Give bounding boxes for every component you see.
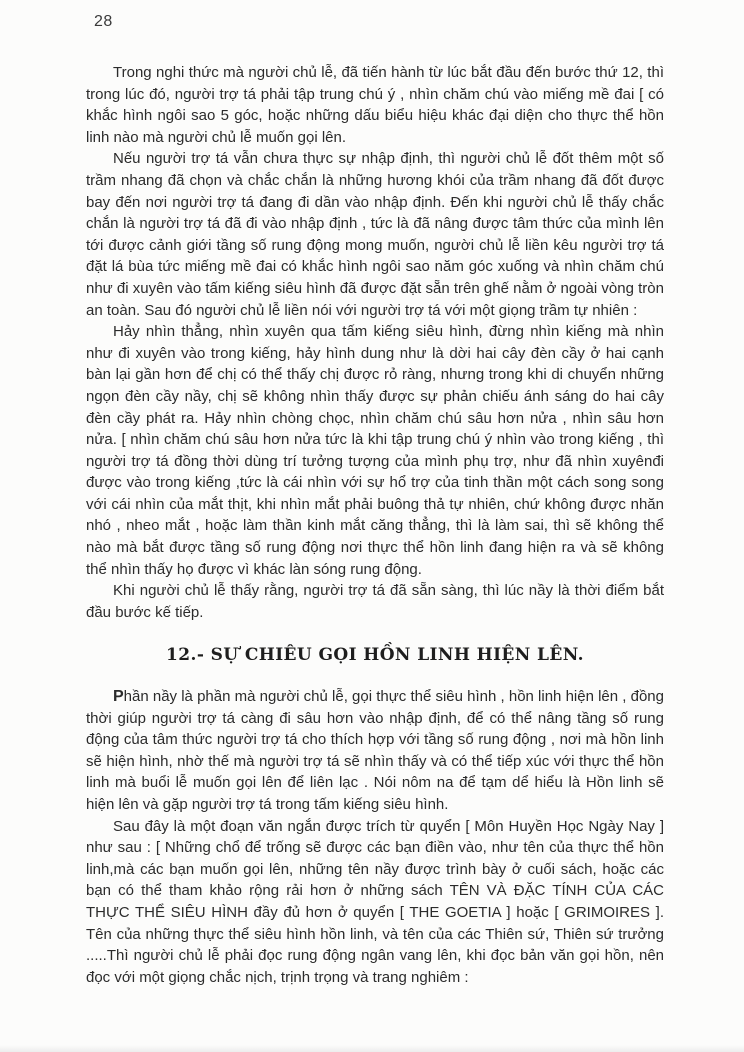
paragraph-ready-next-step: Khi người chủ lễ thấy rằng, người trợ tá đã sẵn sàng, thì lúc nầy là thời điểm bắt đầu bước kế tiếp.: [86, 582, 664, 621]
paragraph-ritual-step12: Trong nghi thức mà người chủ lễ, đã tiến hành từ lúc bắt đầu đến bước thứ 12, thì trong lúc đó, người trợ tá phải tập trung chú ý , nhìn chăm chú vào miếng mề đai [ có khắc hình ngôi sao 5 góc, hoặc những dấu biểu hiệu khác đại diện cho thực thể hồn linh nào mà người chủ lễ muốn gọi lên.: [86, 64, 664, 146]
text-block: [86, 62, 664, 988]
paragraph-mirror-gazing-instructions: Hảy nhìn thẳng, nhìn xuyên qua tấm kiếng siêu hình, đừng nhìn kiếng mà nhìn như đi xuyên vào trong kiếng, hảy hình dung như là dời hai cây đèn cầy ở hai cạnh bàn lại gần hơn để chị có thể thấy chị được rỏ ràng, nhưng trong khi di chuyển những ngọn đèn cầy nầy, chị sẽ không nhìn thấy được sự phản chiếu ánh sáng do hai cây đèn cầy phát ra. Hảy nhìn chòng chọc, nhìn chăm chú sâu hơn nửa , nhìn sâu hơn nửa. [ nhìn chăm chú sâu hơn nửa tức là khi tập trung chú ý nhìn vào trong kiếng , thì người trợ tá đồng thời dùng trí tưởng tượng của mình phụ trợ, như đã nhìn xuyênđi được vào trong kiếng ,tức là cái nhìn với sự hổ trợ của tinh thần một cách song song với cái nhìn của mắt thịt, khi nhìn mắt phải buông thả tự nhiên, chứ không được nhăn nhó , nheo mắt , hoặc làm thần kinh mắt căng thẳng, thì là làm sai, thì sẽ không thể nào mà bắt được tầng số rung động nơi thực thể hồn linh đang hiện ra và sẽ không thể nhìn thấy họ được vì khác làn sóng rung động.: [86, 323, 664, 578]
lead-capital: P: [113, 688, 124, 706]
scan-edge-shadow: [0, 1045, 744, 1052]
paragraph-summoning-purpose-text: hần nầy là phần mà người chủ lễ, gọi thực thể siêu hình , hồn linh hiện lên , đồng thời giúp người trợ tá càng đi sâu hơn vào nhập định, để có thể nâng tầng số rung động của tâm thức người trợ tá cho thích hợp với tầng số rung động , nơi mà hồn linh sẽ hiện hình, nhờ thế mà người trợ tá sẽ nhìn thấy và có thể tiếp xúc với thực thể hồn linh mà buổi lễ muốn gọi lên để liên lạc . Nói nôm na để tạm dể hiểu là Hồn linh sẽ hiện lên và gặp người trợ tá trong tấm kiếng siêu hình.: [86, 688, 664, 813]
paragraph-summoning-purpose: [86, 686, 664, 816]
page-number: 28: [94, 13, 113, 30]
paragraph-incense-trance: Nếu người trợ tá vẫn chưa thực sự nhập định, thì người chủ lễ đốt thêm một số trầm nhang đã chọn và chắc chắn là những hương khói của trầm nhang đã đốt được bay đến nơi người trợ tá đang đi dần vào nhập định. Đến khi người chủ lễ thấy chắc chắn là người trợ tá đã đi vào nhập định , tức là đã nâng được tâm thức của mình lên tới được cảnh giới tầng số rung động mong muốn, người chủ lễ liền kêu người trợ tá đặt lá bùa tức miếng mề đai có khắc hình ngôi sao năm góc xuống và nhìn chăm chú như đi xuyên vào tấm kiếng siêu hình đã được đặt sẵn trên ghế nằm ở ngoài vòng tròn an toàn. Sau đó người chủ lễ liền nói với người trợ tá với một giọng trầm tự nhiên :: [86, 150, 664, 319]
section-heading: 12.- SỰ CHIÊU GỌI HỒN LINH HIỆN LÊN.: [166, 645, 584, 666]
paragraph-quoted-source-books: Sau đây là một đoạn văn ngắn được trích từ quyển [ Môn Huyền Học Ngày Nay ] như sau : [ Những chổ để trống sẽ được các bạn điền vào, như tên của thực thể hồn linh,mà các bạn muốn gọi lên, những tên nầy được trình bày ở cuối sách, hoặc các bạn có thể tham khảo rộng rải hơn ở những sách TÊN VÀ ĐẶC TÍNH CỦA CÁC THỰC THỂ SIÊU HÌNH đầy đủ hơn ở quyển [ THE GOETIA ] hoặc [ GRIMOIRES ]. Tên của những thực thể siêu hình hồn linh, và tên của các Thiên sứ, Thiên sứ trưởng .....Thì người chủ lễ phải đọc rung động ngân vang lên, khi đọc bản văn gọi hồn, nên đọc với một giọng chắc nịch, trịnh trọng và trang nghiêm :: [86, 817, 664, 986]
